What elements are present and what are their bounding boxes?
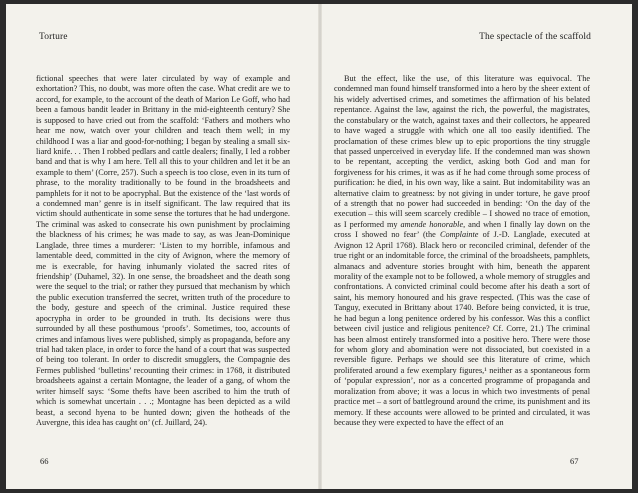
running-head-left: Torture — [39, 32, 68, 42]
italic-phrase: amende honorable — [400, 219, 464, 229]
body-text-part: , and when I finally lay down on the cross I showed no fear’ (the — [334, 219, 590, 240]
body-text-part: But the effect, like the use, of this literature was equivocal. The condemned man found himself transformed into a hero by the sheer extent of his widely advertised crimes, and sometimes the affirmation of his belated repentance. Against the law, against the rich, the powerful, the magistrates, the constabulary or the watch, against taxes and their collectors, he appeared to have waged a struggle with which one all too easily identified. The proclamation of these crimes blew up to epic proportions the tiny struggle that passed unperceived in everyday life. If the condemned man was shown to be repentant, accepting the verdict, asking both God and man for forgiveness for his crimes, it was as if he had come through some process of purification: he died, in his own way, like a saint. But indomitability was an alternative claim to greatness: by not giving in under torture, he gave proof of a strength that no power had succeeded in bending: ‘On the day of the execution – this will seem scarcely credible – I showed no trace of emotion, as I performed my — [334, 74, 590, 229]
book-gutter — [318, 4, 322, 489]
page-number-left: 66 — [40, 456, 49, 466]
right-page-body — [334, 74, 590, 428]
right-page — [328, 4, 628, 489]
page-number-right: 67 — [570, 456, 579, 466]
body-text-part: of J.-D. Langlade, executed at Avignon 12 April 1768). Black hero or reconciled criminal, defender of the true right or an indomitable force, the criminal of the broadsheets, pamphlets, almanacs and adventure stories brought with him, beneath the apparent morality of the example not to be followed, a whole memory of struggles and confrontations. A convicted criminal could become after his death a sort of saint, his memory honoured and his grave respected. (This was the case of Tanguy, executed in Brittany about 1740. Before being convicted, it is true, he had begun a long penitence ordered by his confessor. Was this a conflict between civil justice and religious penitence? Cf. Corre, 21.) The criminal has been almost entirely transformed into a positive hero. There were those for whom glory and abomination were not dissociated, but coexisted in a reversible figure. Perhaps we should see this literature of crime, which proliferated around a few exemplary figures,¹ neither as a spontaneous form of ‘popular expression’, nor as a concerted programme of propaganda and moralization from above; it was a locus in which two investments of penal practice met – a sort of battleground around the crime, its punishment and its memory. If these accounts were allowed to be printed and circulated, it was because they were expected to have the effect of an — [334, 230, 591, 427]
italic-title: Complainte — [439, 230, 479, 240]
book-spread — [6, 4, 632, 489]
left-page — [10, 4, 310, 489]
running-head-right: The spectacle of the scaffold — [479, 32, 591, 42]
left-page-body: fictional speeches that were later circulated by way of example and exhortation? This, no doubt, was more often the case. What credit are we to accord, for example, to the account of the death of Marion Le Goff, who had been a famous bandit leader in Brittany in the mid-eighteenth century? She is supposed to have cried out from the scaffold: ‘Fathers and mothers who hear me now, watch over your children and teach them well; in my childhood I was a liar and good-for-nothing; I began by stealing a small six-liard knife. . . Then I robbed pedlars and cattle dealers; finally, I led a robber band and that is why I am here. Tell all this to your children and let it be an example to them’ (Corre, 257). Such a speech is too close, even in its turn of phrase, to the morality traditionally to be found in the broadsheets and pamphlets for it not to be apocryphal. But the existence of the ‘last words of a condemned man’ genre is in itself significant. The law required that its victim should authenticate in some sense the tortures that he had undergone. The criminal was asked to consecrate his own punishment by proclaiming the blackness of his crimes; he was made to say, as was Jean-Dominique Langlade, three times a murderer: ‘Listen to my horrible, infamous and lamentable deed, committed in the city of Avignon, where the memory of me is execrable, for having inhumanly violated the sacred rites of friendship’ (Duhamel, 32). In one sense, the broadsheet and the death song were the sequel to the trial; or rather they pursued that mechanism by which the public execution transferred the secret, written truth of the procedure to the body, gesture and speech of the criminal. Justice required these apocrypha in order to be grounded in truth. Its decisions were thus surrounded by all these posthumous ‘proofs’. Sometimes, too, accounts of crimes and infamous lives were published, simply as propaganda, before any trial had taken place, in order to force the hand of a court that was suspected of being too tolerant. In order to discredit smugglers, the Compagnie des Fermes published ‘bulletins’ recounting their crimes: in 1768, it distributed broadsheets against a certain Montagne, the leader of a gang, of whom the writer himself says: ‘Some thefts have been ascribed to him the truth of which is somewhat uncertain . . .; Montagne has been depicted as a wild beast, a second hyena to be hunted down; given the hotheads of the Auvergne, this idea has caught on’ (cf. Juillard, 24). — [36, 74, 290, 427]
